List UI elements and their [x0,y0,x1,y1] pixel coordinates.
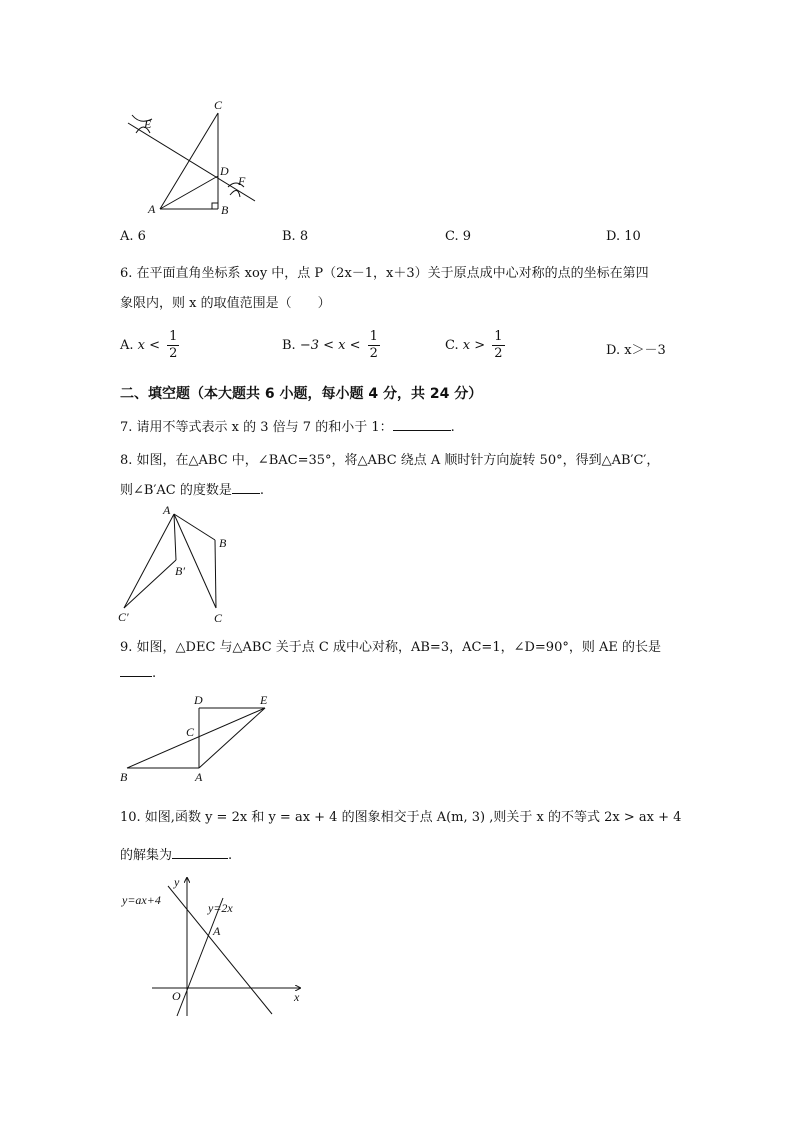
q10-answer-blank[interactable] [172,857,228,859]
q9-answer-blank[interactable] [120,675,152,677]
q6-option-a-expr: x < [137,338,161,353]
q8-answer-blank[interactable] [232,492,260,494]
q6-line1: 6. 在平面直角坐标系 xoy 中，点 P（2x－1，x＋3）关于原点成中心对称的点的坐标在第四 [120,266,649,281]
q8-end: . [259,483,265,498]
line-ad [160,176,218,209]
label-b: B [120,770,128,784]
line-abp [174,514,176,560]
q9-line2 [120,666,156,681]
line-bc [215,540,216,608]
q6-option-a-label: A. [120,338,134,353]
q10-line1: 10. 如图,函数 y = 2x 和 y = ax + 4 的图象相交于点 A(m, 3) ,则关于 x 的不等式 2x > ax + 4 [120,810,682,825]
q5-option-a[interactable]: A. 6 [120,229,146,244]
line-ef [128,123,255,201]
line-y-2x [177,898,223,1016]
label-a: A [148,202,156,216]
line-bpcp [124,560,176,608]
section-heading: 二、填空题（本大题共 6 小题，每小题 4 分，共 24 分） [120,386,483,402]
label-c: C [186,725,195,739]
q7-answer-blank[interactable] [393,429,451,431]
q6-option-c-label: C. [445,338,459,353]
line-acp [124,514,174,608]
q5-option-d[interactable]: D. 10 [606,229,641,244]
q7-text [120,416,455,435]
label-d: D [220,164,229,178]
label-d: D [194,693,203,707]
q6-option-a-frac [167,329,179,362]
label-e: E [144,117,152,131]
line-ae [199,708,265,768]
label-bp: B′ [175,564,185,578]
frac-den: 2 [169,346,178,361]
label-b: B [221,203,229,217]
q6-option-c[interactable] [445,329,505,362]
right-angle-mark [212,203,218,209]
label-a: A [163,503,171,517]
q6-option-d[interactable]: D. x＞－3 [606,343,666,358]
q6-option-c-frac [492,329,504,362]
line-ac [174,514,216,608]
q6-option-b-label: B. [282,338,296,353]
q8-line1: 8. 如图，在△ABC 中，∠BAC=35°，将△ABC 绕点 A 顺时针方向旋转 50°，得到△AB′C′， [120,453,660,468]
arc-f2 [230,190,240,197]
q9-line1: 9. 如图，△DEC 与△ABC 关于点 C 成中心对称，AB=3，AC=1，∠D=90°，则 AE 的长是 [120,640,661,655]
label-f: F [238,174,246,188]
label-c: C [214,611,223,625]
label-a: A [195,770,203,784]
frac-num: 1 [169,329,178,344]
q10-prompt: 的解集为 [120,848,173,863]
q7-end: . [450,420,455,435]
label-y-axis: y [174,875,180,889]
q8-figure [110,502,250,627]
q9-end: . [152,666,157,681]
q10-end: . [228,848,233,863]
q5-option-c[interactable]: C. 9 [445,229,472,244]
q10-line2 [120,844,232,863]
q5-figure [110,95,270,220]
line-be [127,708,265,768]
label-cp: C′ [118,610,129,624]
q6-option-a[interactable] [120,329,179,362]
q5-option-b[interactable]: B. 8 [282,229,309,244]
q6-option-b[interactable] [282,329,380,362]
label-x-axis: x [294,990,300,1004]
label-line2: y=2x [208,901,233,915]
label-a: A [213,924,221,938]
q6-option-b-expr: −3 < x < [299,338,361,353]
q7-prompt: 7. 请用不等式表示 x 的 3 倍与 7 的和小于 1： [120,420,393,435]
label-o: O [172,989,181,1003]
q9-figure [110,692,285,787]
frac-den: 2 [369,346,378,361]
label-b: B [219,536,227,550]
label-line1: y=ax+4 [122,893,161,907]
q6-option-b-frac [368,329,380,362]
q6-line2: 象限内，则 x 的取值范围是（ ） [120,296,331,311]
frac-num: 1 [369,329,378,344]
label-c: C [214,98,223,112]
q8-line2 [120,479,264,498]
q8-prompt: 则∠B′AC 的度数是 [120,483,232,498]
frac-den: 2 [494,346,503,361]
label-e: E [260,693,268,707]
q6-option-c-expr: x > [462,338,486,353]
frac-num: 1 [494,329,503,344]
q10-figure [110,868,310,1018]
